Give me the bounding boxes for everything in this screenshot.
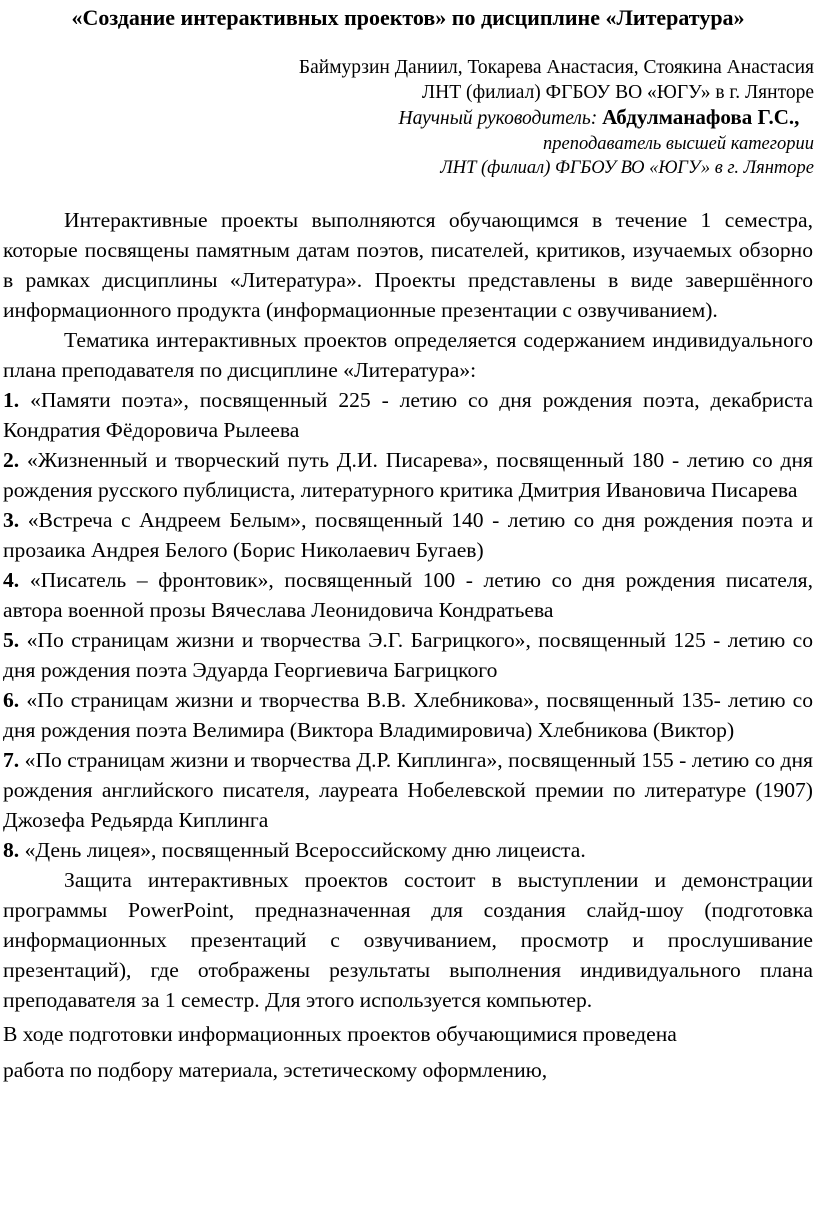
list-item-text: «По страницам жизни и творчества Э.Г. Багрицкого», посвященный 125 - летию со дня рождения поэта Эдуарда Георгиевича Багрицкого (3, 628, 813, 682)
advisor-position: преподаватель высшей категории (542, 133, 814, 154)
advisor-label: Научный руководитель: (398, 108, 598, 129)
closing-line-2: работа по подбору материала, эстетическому оформлению, (3, 1058, 548, 1082)
list-item-text: «День лицея», посвященный Всероссийскому дню лицеиста. (24, 838, 586, 862)
list-item-number: 6. (3, 688, 20, 712)
list-item-number: 1. (3, 388, 20, 412)
advisor-line (299, 105, 814, 132)
document-body (3, 205, 813, 1085)
advisor-institution: ЛНТ (филиал) ФГБОУ ВО «ЮГУ» в г. Лянторе (440, 158, 814, 178)
list-item-text: «По страницам жизни и творчества В.В. Хлебникова», посвященный 135- летию со дня рождения поэта Велимира (Виктора Владимировича) Хлебникова (Виктор) (3, 688, 813, 742)
list-item (3, 685, 813, 745)
list-item (3, 445, 813, 505)
advisor-name: Абдулманафова Г.С., (602, 105, 800, 129)
list-item-text: «По страницам жизни и творчества Д.Р. Киплинга», посвященный 155 - летию со дня рождения английского писателя, лауреата Нобелевской премии по литературе (1907) Джозефа Редьярда Киплинга (3, 748, 813, 832)
author-block (299, 56, 814, 181)
list-item (3, 565, 813, 625)
list-item (3, 505, 813, 565)
topics-intro-paragraph: Тематика интерактивных проектов определяется содержанием индивидуального плана преподавателя по дисциплине «Литература»: (3, 328, 813, 382)
closing-line-1: В ходе подготовки информационных проектов обучающимися проведена (3, 1022, 677, 1046)
list-item-number: 2. (3, 448, 20, 472)
institution-line: ЛНТ (филиал) ФГБОУ ВО «ЮГУ» в г. Лянторе (421, 81, 814, 103)
list-item (3, 625, 813, 685)
list-item-number: 7. (3, 748, 20, 772)
list-item-number: 5. (3, 628, 20, 652)
list-item-number: 8. (3, 838, 20, 862)
list-item-number: 3. (3, 508, 20, 532)
list-item-number: 4. (3, 568, 20, 592)
authors-line: Баймурзин Даниил, Токарева Анастасия, Стоякина Анастасия (298, 57, 814, 78)
document-title: «Создание интерактивных проектов» по дисциплине «Литература» (71, 5, 745, 30)
list-item-text: «Встреча с Андреем Белым», посвященный 140 - летию со дня рождения поэта и прозаика Андрея Белого (Борис Николаевич Бугаев) (3, 508, 813, 562)
list-item (3, 745, 813, 835)
list-item (3, 385, 813, 445)
list-item-text: «Памяти поэта», посвященный 225 - летию со дня рождения поэта, декабриста Кондратия Фёдоровича Рылеева (3, 388, 813, 442)
list-item-text: «Жизненный и творческий путь Д.И. Писарева», посвященный 180 - летию со дня рождения русского публициста, литературного критика Дмитрия Ивановича Писарева (3, 448, 813, 502)
defense-paragraph: Защита интерактивных проектов состоит в выступлении и демонстрации программы PowerPoint, предназначенная для создания слайд-шоу (подготовка информационных презентаций с озвучиванием, просмотр и прослушивание презентаций), где отображены результаты выполнения индивидуального плана преподавателя за 1 семестр. Для этого используется компьютер. (3, 868, 813, 1012)
list-item-text: «Писатель – фронтовик», посвященный 100 - летию со дня рождения писателя, автора военной прозы Вячеслава Леонидовича Кондратьева (3, 568, 813, 622)
intro-paragraph: Интерактивные проекты выполняются обучающимся в течение 1 семестра, которые посвящены памятным датам поэтов, писателей, критиков, изучаемых обзорно в рамках дисциплины «Литература». Проекты представлены в виде завершённого информационного продукта (информационные презентации с озвучиванием). (3, 208, 813, 322)
list-item (3, 835, 813, 865)
